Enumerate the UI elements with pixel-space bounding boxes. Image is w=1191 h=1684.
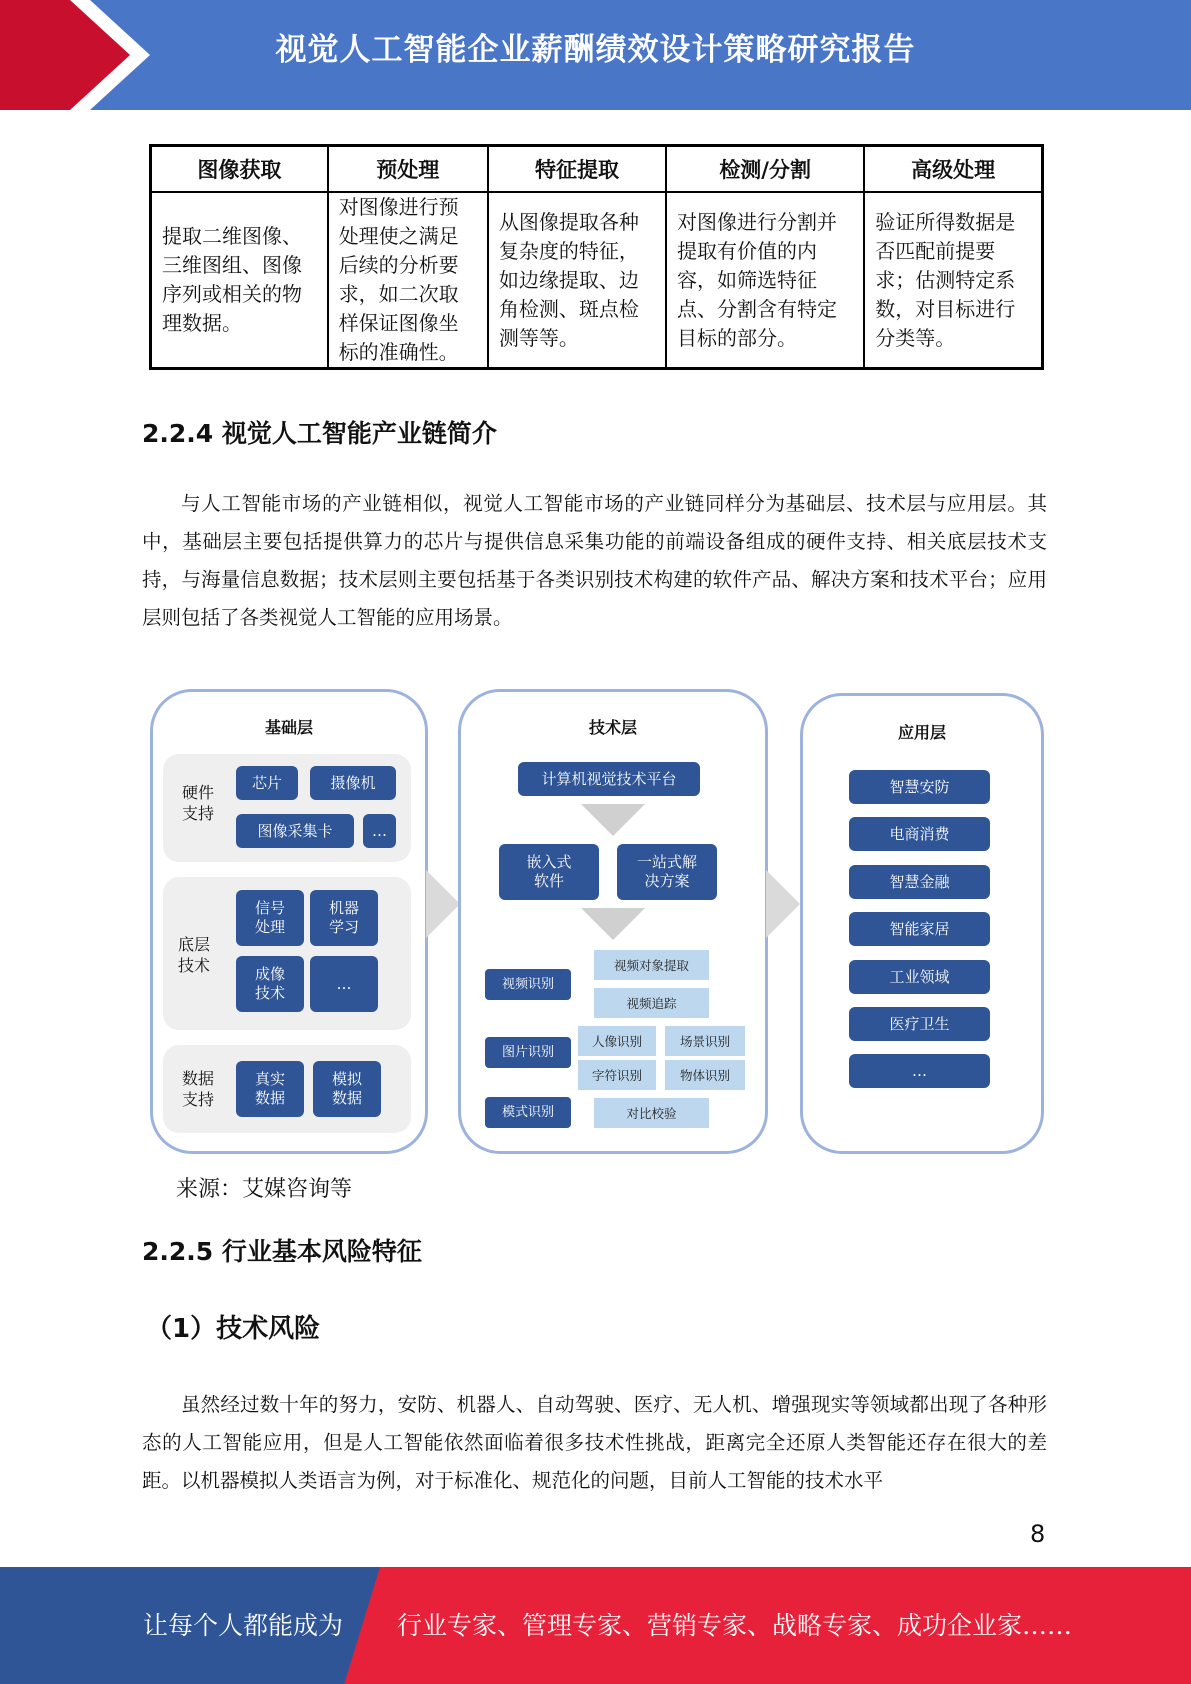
section-224-paragraph: 与人工智能市场的产业链相似，视觉人工智能市场的产业链同样分为基础层、技术层与应用层。其中，基础层主要包括提供算力的芯片与提供信息采集功能的前端设备组成的硬件支持、相关底层技术支持，与海量信息数据；技术层则主要包括基于各类识别技术构建的软件产品、解决方案和技术平台；应用层则包括了各类视觉人工智能的应用场景。 <box>142 492 1047 629</box>
app-item: … <box>849 1054 990 1088</box>
table-cell: 验证所得数据是否匹配前提要求；估测特定系数，对目标进行分类等。 <box>864 192 1042 369</box>
video-object-extraction: 视频对象提取 <box>594 950 709 980</box>
camera-box: 摄像机 <box>310 766 396 800</box>
video-tracking: 视频追踪 <box>594 988 709 1018</box>
app-item: 医疗卫生 <box>849 1007 990 1041</box>
app-layer-title: 应用层 <box>897 723 946 742</box>
base-layer-title: 基础层 <box>264 718 313 737</box>
table-header-cell: 高级处理 <box>864 146 1042 193</box>
table-cell: 对图像进行分割并提取有价值的内容，如筛选特征点、分割含有特定目标的部分。 <box>666 192 864 369</box>
triangle-down-icon <box>581 804 645 836</box>
table-header-cell: 预处理 <box>328 146 488 193</box>
subsection-heading-tech-risk: （1）技术风险 <box>146 1314 321 1344</box>
app-item: 智慧金融 <box>849 865 990 899</box>
section-heading-225: 2.2.5 行业基本风险特征 <box>142 1237 422 1266</box>
table-cell: 对图像进行预处理使之满足后续的分析要求，如二次取样保证图像坐标的准确性。 <box>328 192 488 369</box>
table-header-cell: 检测/分割 <box>666 146 864 193</box>
real-data-box: 真实数据 <box>236 1061 304 1117</box>
app-item: 电商消费 <box>849 817 990 851</box>
capture-card-box: 图像采集卡 <box>236 814 354 848</box>
table-cell: 从图像提取各种复杂度的特征，如边缘提取、边角检测、斑点检测等等。 <box>488 192 666 369</box>
triangle-down-icon <box>581 908 645 940</box>
imaging-tech-box: 成像技术 <box>236 956 304 1012</box>
image-recognition-box: 图片识别 <box>485 1037 571 1068</box>
chip-box: 芯片 <box>236 766 298 800</box>
table-cell: 提取二维图像、三维图组、图像序列或相关的物理数据。 <box>151 192 328 369</box>
portrait-recognition: 人像识别 <box>578 1026 656 1056</box>
simulated-data-box: 模拟数据 <box>313 1061 381 1117</box>
footer-slogan-right: 行业专家、管理专家、营销专家、战略专家、成功企业家…… <box>397 1611 1073 1640</box>
app-item: 智能家居 <box>849 912 990 946</box>
table-row <box>151 192 1043 369</box>
character-recognition: 字符识别 <box>578 1060 656 1090</box>
base-tech-label: 底层技术 <box>177 935 210 975</box>
report-title: 视觉人工智能企业薪酬绩效设计策略研究报告 <box>275 32 916 68</box>
tech-risk-paragraph: 虽然经过数十年的努力，安防、机器人、自动驾驶、医疗、无人机、增强现实等领域都出现了各种形态的人工智能应用，但是人工智能依然面临着很多技术性挑战，距离完全还原人类智能还存在很大的差距。以机器模拟人类语言为例，对于标准化、规范化的问题，目前人工智能的技术水平 <box>142 1393 1047 1492</box>
chevron-right-icon <box>426 870 460 938</box>
comparison-check: 对比校验 <box>594 1098 709 1128</box>
pattern-recognition-box: 模式识别 <box>485 1097 571 1128</box>
more-hardware-box: … <box>363 814 396 848</box>
hardware-support-label: 硬件支持 <box>181 783 214 823</box>
embedded-software-box: 嵌入式软件 <box>499 844 599 900</box>
table-header-cell: 图像获取 <box>151 146 328 193</box>
video-recognition-box: 视频识别 <box>485 969 571 1000</box>
object-recognition: 物体识别 <box>665 1060 745 1090</box>
table-header-cell: 特征提取 <box>488 146 666 193</box>
chevron-right-icon <box>766 870 800 938</box>
cv-platform-box: 计算机视觉技术平台 <box>518 762 700 796</box>
page-number: 8 <box>1030 1520 1046 1548</box>
data-support-label: 数据支持 <box>181 1069 214 1109</box>
figure-source: 来源：艾媒咨询等 <box>176 1177 353 1202</box>
tech-layer-title: 技术层 <box>588 718 637 737</box>
scene-recognition: 场景识别 <box>665 1026 745 1056</box>
section-heading-224: 2.2.4 视觉人工智能产业链简介 <box>142 419 497 448</box>
machine-learning-box: 机器学习 <box>310 890 378 946</box>
one-stop-solution-box: 一站式解决方案 <box>617 844 717 900</box>
footer-slogan-left: 让每个人都能成为 <box>143 1611 344 1640</box>
more-tech-box: … <box>310 956 378 1012</box>
app-item: 智慧安防 <box>849 770 990 804</box>
signal-processing-box: 信号处理 <box>236 890 304 946</box>
page-header <box>0 0 1191 110</box>
table-header-row <box>151 146 1043 193</box>
page-footer <box>0 1567 1191 1684</box>
vision-process-table <box>149 144 1044 370</box>
app-item: 工业领域 <box>849 960 990 994</box>
